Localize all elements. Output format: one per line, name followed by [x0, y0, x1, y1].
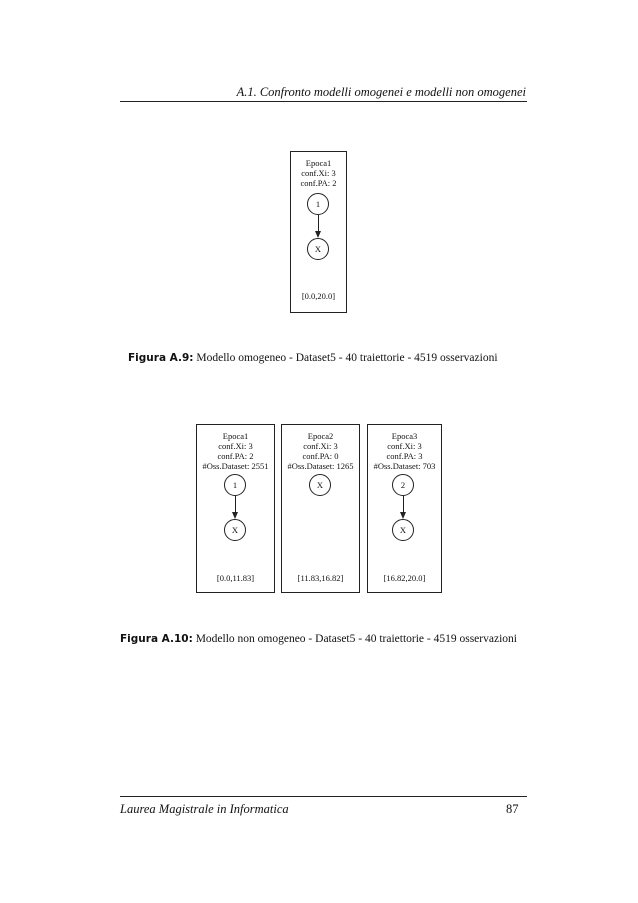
epoch-conf-xi: conf.Xi: 3	[387, 441, 422, 451]
epoch-oss-dataset: #Oss.Dataset: 2551	[202, 461, 269, 471]
epoch-conf-xi: conf.Xi: 3	[303, 441, 338, 451]
caption-label: Figura A.9:	[128, 352, 194, 364]
footer-rule	[120, 796, 527, 797]
node-x: X	[309, 474, 331, 496]
epoch-box-a10-2	[281, 424, 360, 593]
epoch-conf-pa: conf.PA: 0	[302, 451, 339, 461]
arrow-head	[232, 512, 238, 519]
epoch-name: Epoca2	[307, 431, 334, 441]
edge-arrow	[318, 215, 319, 231]
figure-caption-a10	[120, 633, 517, 645]
node-parent: 1	[224, 474, 246, 496]
node-parent: 1	[307, 193, 329, 215]
edge-arrow	[403, 496, 404, 512]
header-rule	[120, 101, 527, 102]
epoch-name: Epoca1	[222, 431, 249, 441]
node-parent: 2	[392, 474, 414, 496]
arrow-head	[400, 512, 406, 519]
epoch-conf-xi: conf.Xi: 3	[301, 168, 336, 178]
epoch-conf-xi: conf.Xi: 3	[218, 441, 253, 451]
caption-text: Modello omogeneo - Dataset5 - 40 traiettorie - 4519 osservazioni	[196, 352, 498, 364]
epoch-oss-dataset: #Oss.Dataset: 703	[373, 461, 436, 471]
node-x: X	[307, 238, 329, 260]
epoch-interval: [0.0,11.83]	[216, 573, 255, 583]
epoch-conf-pa: conf.PA: 3	[386, 451, 423, 461]
running-header-title: A.1. Confronto modelli omogenei e modelli non omogenei	[236, 85, 526, 99]
page-number: 87	[506, 802, 519, 816]
epoch-box-a10-3	[367, 424, 442, 593]
footer-degree-text: Laurea Magistrale in Informatica	[120, 802, 289, 816]
epoch-name: Epoca1	[305, 158, 332, 168]
epoch-interval: [0.0,20.0]	[301, 291, 336, 301]
node-x: X	[392, 519, 414, 541]
arrow-head	[315, 231, 321, 238]
epoch-name: Epoca3	[391, 431, 418, 441]
epoch-oss-dataset: #Oss.Dataset: 1265	[287, 461, 354, 471]
caption-text: Modello non omogeneo - Dataset5 - 40 traiettorie - 4519 osservazioni	[195, 633, 517, 645]
epoch-conf-pa: conf.PA: 2	[300, 178, 337, 188]
node-x: X	[224, 519, 246, 541]
figure-caption-a9	[128, 352, 498, 364]
caption-label: Figura A.10:	[120, 633, 193, 645]
epoch-conf-pa: conf.PA: 2	[217, 451, 254, 461]
epoch-interval: [16.82,20.0]	[383, 573, 426, 583]
edge-arrow	[235, 496, 236, 512]
epoch-interval: [11.83,16.82]	[297, 573, 344, 583]
